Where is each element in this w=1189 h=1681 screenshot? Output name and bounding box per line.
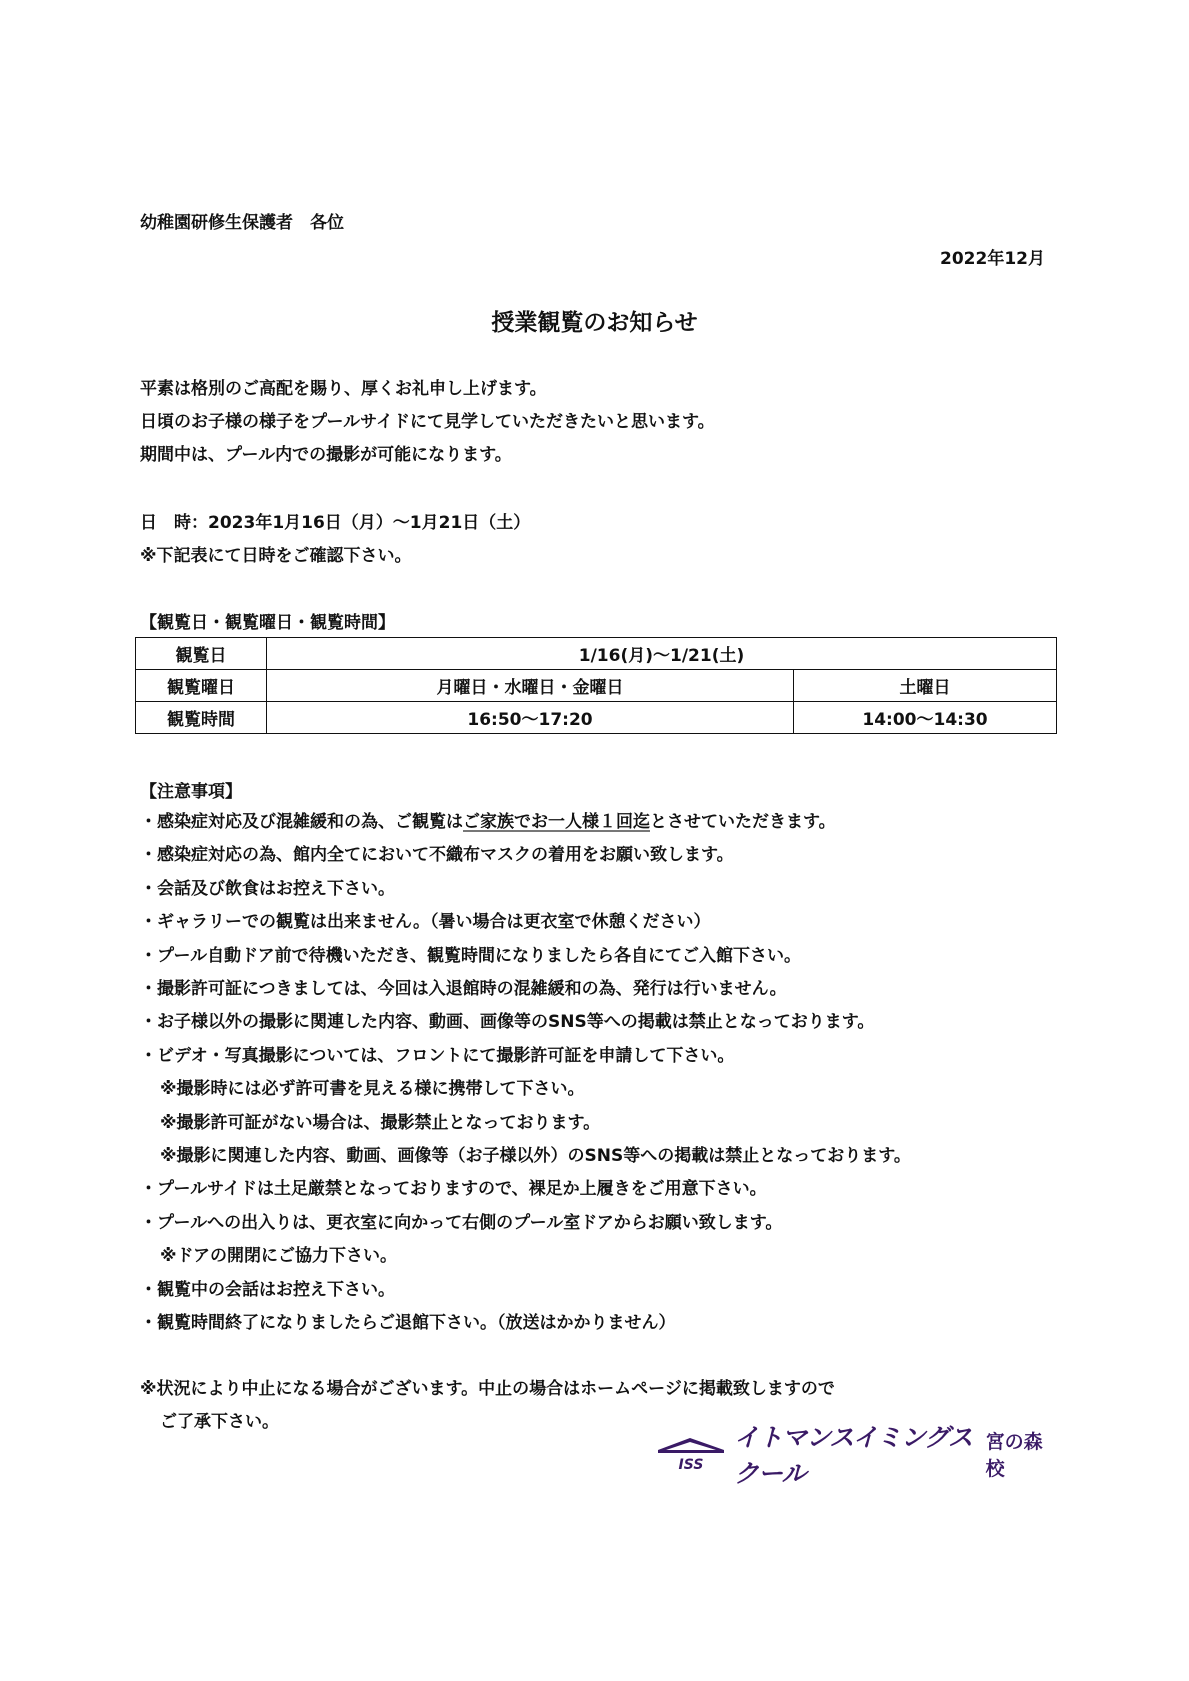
table-cell-value: 土曜日 xyxy=(794,670,1057,702)
schedule-info xyxy=(140,507,530,573)
list-item xyxy=(140,806,911,839)
table-row xyxy=(136,638,1057,670)
list-item: ・感染症対応の為、館内全てにおいて不織布マスクの着用をお願い致します。 xyxy=(140,845,734,866)
list-item: ・プールサイドは土足厳禁となっておりますので、裸足か上履きをご用意下さい。 xyxy=(140,1179,767,1200)
school-logo xyxy=(656,1423,1046,1488)
intro-line: 日頃のお子様の様子をプールサイドにて見学していただきたいと思います。 xyxy=(140,412,715,432)
note-text: ・感染症対応及び混雑緩和の為、ご観覧は xyxy=(140,812,463,832)
issue-date: 2022年12月 xyxy=(940,249,1045,269)
schedule-table xyxy=(135,637,1057,734)
list-item: ・観覧時間終了になりましたらご退館下さい。（放送はかかりません） xyxy=(140,1313,676,1334)
list-subitem: ※ドアの開閉にご協力下さい。 xyxy=(160,1246,398,1267)
intro-line: 期間中は、プール内での撮影が可能になります。 xyxy=(140,445,512,465)
list-item: ・会話及び飲食はお控え下さい。 xyxy=(140,878,395,899)
list-subitem: ※撮影許可証がない場合は、撮影禁止となっております。 xyxy=(160,1112,601,1133)
footer-line: ※状況により中止になる場合がございます。中止の場合はホームページに掲載致しますので xyxy=(140,1379,835,1399)
footer-line: ご了承下さい。 xyxy=(160,1412,279,1432)
list-subitem: ※撮影時には必ず許可書を見える様に携帯して下さい。 xyxy=(160,1079,585,1100)
schedule-note: ※下記表にて日時をご確認下さい。 xyxy=(140,546,412,566)
note-emphasis: ご家族でお一人様１回迄 xyxy=(463,812,650,832)
table-row xyxy=(136,702,1057,734)
table-cell-value: 14:00～14:30 xyxy=(794,702,1057,734)
table-cell-value: 1/16(月)～1/21(土) xyxy=(267,638,1057,670)
list-item: ・観覧中の会話はお控え下さい。 xyxy=(140,1279,395,1300)
table-row xyxy=(136,670,1057,702)
notes-title: 【注意事項】 xyxy=(140,782,242,802)
iss-logo-icon xyxy=(656,1436,726,1472)
list-item: ・お子様以外の撮影に関連した内容、動画、画像等のSNS等への掲載は禁止となっております。 xyxy=(140,1012,875,1033)
table-cell-value: 月曜日・水曜日・金曜日 xyxy=(267,670,794,702)
table-cell-value: 16:50～17:20 xyxy=(267,702,794,734)
intro-paragraph xyxy=(140,373,715,472)
logo-name: イトマンスイミングスクール xyxy=(734,1423,973,1488)
list-item: ・プールへの出入りは、更衣室に向かって右側のプール室ドアからお願い致します。 xyxy=(140,1212,783,1233)
schedule-datetime: 日 時：2023年1月16日（月）～1月21日（土） xyxy=(140,513,531,533)
intro-line: 平素は格別のご高配を賜り、厚くお礼申し上げます。 xyxy=(140,379,547,399)
table-cell-label: 観覧日 xyxy=(136,638,267,670)
table-cell-label: 観覧曜日 xyxy=(136,670,267,702)
list-item: ・ギャラリーでの観覧は出来ません。（暑い場合は更衣室で休憩ください） xyxy=(140,912,711,933)
table-cell-label: 観覧時間 xyxy=(136,702,267,734)
list-item: ・ビデオ・写真撮影については、フロントにて撮影許可証を申請して下さい。 xyxy=(140,1045,735,1066)
list-item: ・撮影許可証につきましては、今回は入退館時の混雑緩和の為、発行は行いません。 xyxy=(140,979,787,1000)
footer-note xyxy=(140,1373,835,1439)
logo-mark: ISS xyxy=(678,1457,704,1472)
document-title: 授業観覧のお知らせ xyxy=(491,310,698,336)
note-text: とさせていただきます。 xyxy=(650,812,836,832)
addressee: 幼稚園研修生保護者 各位 xyxy=(140,213,344,233)
list-subitem: ※撮影に関連した内容、動画、画像等（お子様以外）のSNS等への掲載は禁止となっております。 xyxy=(160,1146,911,1167)
table-title: 【観覧日・観覧曜日・観覧時間】 xyxy=(140,613,395,633)
list-item: ・プール自動ドア前で待機いただき、観覧時間になりましたら各自にてご入館下さい。 xyxy=(140,945,801,966)
notes-list xyxy=(140,806,911,1341)
logo-branch: 宮の森校 xyxy=(985,1431,1043,1480)
